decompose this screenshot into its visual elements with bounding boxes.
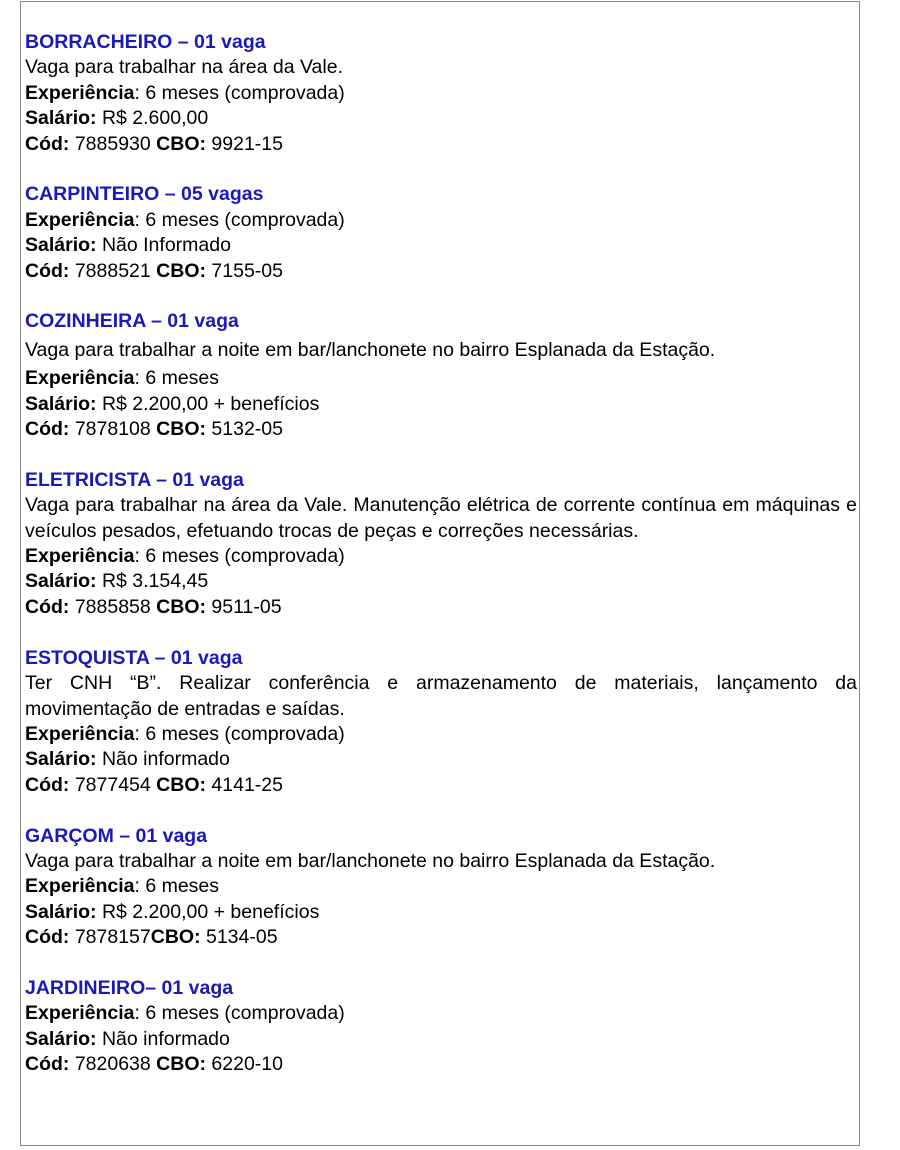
cod-value: 7877454 xyxy=(69,773,157,796)
job-codes xyxy=(25,259,857,284)
job-borracheiro xyxy=(25,30,857,157)
experience-value: : 6 meses (comprovada) xyxy=(134,1002,345,1025)
cbo-value: 5134-05 xyxy=(200,926,278,949)
experience-value: : 6 meses (comprovada) xyxy=(134,545,345,568)
job-title: JARDINEIRO– 01 vaga xyxy=(25,976,234,999)
salary-label: Salário: xyxy=(25,234,97,257)
job-codes xyxy=(25,925,857,950)
experience-value: : 6 meses xyxy=(134,367,220,390)
job-title: CARPINTEIRO – 05 vagas xyxy=(25,183,264,206)
cbo-value: 9921-15 xyxy=(206,132,283,155)
experience-value: : 6 meses (comprovada) xyxy=(134,722,345,745)
salary-label: Salário: xyxy=(25,900,97,923)
cod-value: 7888521 xyxy=(69,259,157,282)
job-experience xyxy=(25,874,857,899)
experience-label: Experiência xyxy=(25,367,135,390)
job-salary xyxy=(25,233,857,258)
job-codes xyxy=(25,417,857,442)
cod-label: Cód: xyxy=(25,132,70,155)
job-codes xyxy=(25,1052,857,1077)
job-description: Ter CNH “B”. Realizar conferência e armazenamento de materiais, lançamento da movimentação de entradas e saídas. xyxy=(25,672,857,720)
job-salary xyxy=(25,1027,857,1052)
job-description: Vaga para trabalhar a noite em bar/lanchonete no bairro Esplanada da Estação. xyxy=(25,849,716,872)
cod-value: 7878157 xyxy=(69,926,151,949)
job-title: ELETRICISTA – 01 vaga xyxy=(25,468,244,491)
cod-value: 7885930 xyxy=(69,132,157,155)
experience-label: Experiência xyxy=(25,875,135,898)
job-salary xyxy=(25,392,857,417)
job-jardineiro xyxy=(25,976,857,1078)
job-title: GARÇOM – 01 vaga xyxy=(25,824,208,847)
cod-value: 7885858 xyxy=(69,595,157,618)
job-salary xyxy=(25,747,857,772)
cbo-label: CBO: xyxy=(156,595,206,618)
job-garcom xyxy=(25,824,857,951)
cbo-label: CBO: xyxy=(156,418,206,441)
cbo-value: 9511-05 xyxy=(206,595,282,618)
experience-value: : 6 meses (comprovada) xyxy=(134,208,345,231)
salary-value: R$ 2.600,00 xyxy=(96,107,209,130)
cbo-value: 6220-10 xyxy=(206,1053,283,1076)
job-experience xyxy=(25,544,857,569)
experience-label: Experiência xyxy=(25,722,135,745)
salary-label: Salário: xyxy=(25,107,97,130)
cod-label: Cód: xyxy=(25,773,70,796)
job-salary xyxy=(25,569,857,594)
experience-value: : 6 meses xyxy=(134,875,220,898)
job-estoquista xyxy=(25,646,857,798)
salary-value: Não informado xyxy=(96,1027,230,1050)
job-title: COZINHEIRA – 01 vaga xyxy=(25,310,239,333)
cod-label: Cód: xyxy=(25,418,70,441)
cod-label: Cód: xyxy=(25,259,70,282)
cbo-label: CBO: xyxy=(156,773,206,796)
job-salary xyxy=(25,106,857,131)
job-experience xyxy=(25,208,857,233)
cod-label: Cód: xyxy=(25,926,70,949)
salary-value: R$ 3.154,45 xyxy=(96,570,209,593)
salary-value: Não informado xyxy=(96,748,230,771)
job-listings xyxy=(25,30,857,1103)
job-codes xyxy=(25,773,857,798)
cbo-value: 5132-05 xyxy=(206,418,283,441)
job-experience xyxy=(25,366,857,391)
job-codes xyxy=(25,132,857,157)
job-experience xyxy=(25,1001,857,1026)
experience-label: Experiência xyxy=(25,1002,135,1025)
cbo-label: CBO: xyxy=(156,259,206,282)
job-listings-frame xyxy=(20,1,860,1146)
cbo-value: 7155-05 xyxy=(206,259,283,282)
salary-label: Salário: xyxy=(25,748,97,771)
cbo-label: CBO: xyxy=(156,132,206,155)
job-codes xyxy=(25,595,857,620)
cbo-label: CBO: xyxy=(150,926,201,949)
salary-label: Salário: xyxy=(25,1027,97,1050)
experience-label: Experiência xyxy=(25,81,135,104)
salary-value: R$ 2.200,00 + benefícios xyxy=(96,392,320,415)
cod-label: Cód: xyxy=(25,1053,70,1076)
cod-label: Cód: xyxy=(25,595,70,618)
cbo-label: CBO: xyxy=(156,1053,206,1076)
salary-value: R$ 2.200,00 + benefícios xyxy=(96,900,320,923)
cbo-value: 4141-25 xyxy=(206,773,283,796)
job-experience xyxy=(25,722,857,747)
salary-value: Não Informado xyxy=(96,234,231,257)
experience-label: Experiência xyxy=(25,208,135,231)
job-title: BORRACHEIRO – 01 vaga xyxy=(25,31,266,53)
cod-value: 7878108 xyxy=(69,418,157,441)
job-title: ESTOQUISTA – 01 vaga xyxy=(25,646,243,669)
job-description: Vaga para trabalhar a noite em bar/lanchonete no bairro Esplanada da Estação. xyxy=(25,338,716,361)
experience-value: : 6 meses (comprovada) xyxy=(134,81,345,104)
job-experience xyxy=(25,81,857,106)
job-salary xyxy=(25,900,857,925)
job-description: Vaga para trabalhar na área da Vale. xyxy=(25,56,343,79)
job-eletricista xyxy=(25,468,857,620)
cod-value: 7820638 xyxy=(69,1053,157,1076)
job-cozinheira xyxy=(25,309,857,442)
salary-label: Salário: xyxy=(25,570,97,593)
experience-label: Experiência xyxy=(25,545,135,568)
salary-label: Salário: xyxy=(25,392,97,415)
job-description: Vaga para trabalhar na área da Vale. Manutenção elétrica de corrente contínua em máquinas e veículos pesados, efetuando trocas de peças e correções necessárias. xyxy=(25,494,857,542)
job-carpinteiro xyxy=(25,182,857,284)
